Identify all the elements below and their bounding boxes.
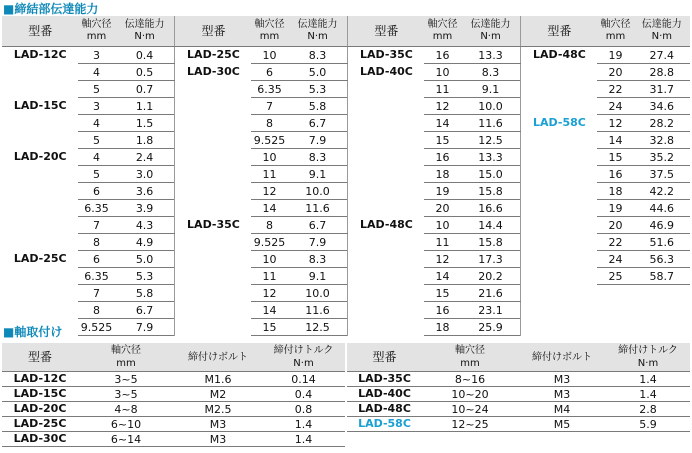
bore-cell: 3~5 bbox=[78, 387, 174, 402]
torque-cell: 3.0 bbox=[115, 166, 175, 183]
bore-cell: 10 bbox=[424, 217, 460, 234]
model-cell: LAD-12C bbox=[13, 48, 67, 61]
header-model: 型番 bbox=[2, 16, 78, 47]
bore-cell: 12 bbox=[251, 285, 287, 302]
model-cell: LAD-48C bbox=[521, 47, 597, 115]
bolt-cell: M3 bbox=[518, 372, 606, 387]
tighten-cell: 1.4 bbox=[606, 372, 690, 387]
bore-cell: 12 bbox=[424, 251, 460, 268]
header-torque: 伝達能力 N·m bbox=[461, 16, 521, 47]
bore-cell: 18 bbox=[424, 319, 460, 336]
header-bore: 軸穴径 mm bbox=[251, 16, 287, 47]
model-cell: LAD-58C bbox=[346, 417, 422, 432]
torque-cell: 44.6 bbox=[634, 200, 690, 217]
tighten-cell: 5.9 bbox=[606, 417, 690, 432]
model-cell: LAD-20C bbox=[2, 402, 78, 417]
torque-cell: 11.6 bbox=[288, 302, 348, 319]
header-model: 型番 bbox=[2, 343, 78, 372]
bore-cell: 3 bbox=[78, 98, 114, 115]
torque-cell: 27.4 bbox=[634, 47, 690, 64]
header-torque: 伝達能力 N·m bbox=[634, 16, 690, 47]
torque-cell: 56.3 bbox=[634, 251, 690, 268]
bore-cell: 12 bbox=[251, 183, 287, 200]
torque-cell: 8.3 bbox=[288, 47, 348, 64]
bore-cell: 3 bbox=[78, 47, 114, 64]
bore-cell: 16 bbox=[424, 47, 460, 64]
table-row bbox=[2, 417, 690, 432]
model-cell: LAD-25C bbox=[175, 47, 251, 64]
bore-cell: 19 bbox=[597, 47, 633, 64]
torque-cell: 20.2 bbox=[461, 268, 521, 285]
torque-cell: 6.7 bbox=[288, 115, 348, 132]
bore-cell: 10 bbox=[251, 47, 287, 64]
header-bore: 軸穴径 mm bbox=[422, 343, 518, 372]
torque-cell: 37.5 bbox=[634, 166, 690, 183]
model-cell: LAD-58C bbox=[521, 115, 597, 285]
empty-cell bbox=[346, 432, 690, 447]
tighten-cell: 0.4 bbox=[262, 387, 346, 402]
model-cell: LAD-15C bbox=[2, 387, 78, 402]
model-cell: LAD-15C bbox=[13, 98, 67, 112]
transmission-capacity-table bbox=[2, 16, 690, 336]
bore-cell: 8~16 bbox=[422, 372, 518, 387]
bolt-cell: M2.5 bbox=[174, 402, 262, 417]
bore-cell: 6 bbox=[78, 183, 114, 200]
table-header-row bbox=[2, 16, 690, 47]
bore-cell: 11 bbox=[424, 81, 460, 98]
header-torque: 伝達能力 N·m bbox=[115, 16, 175, 47]
bore-cell: 16 bbox=[597, 166, 633, 183]
torque-cell: 58.7 bbox=[634, 268, 690, 285]
bore-cell: 12~25 bbox=[422, 417, 518, 432]
torque-cell: 8.3 bbox=[288, 251, 348, 268]
model-cell: LAD-35C bbox=[348, 47, 424, 64]
bore-cell: 18 bbox=[597, 183, 633, 200]
bore-cell: 18 bbox=[424, 166, 460, 183]
bore-cell: 12 bbox=[597, 115, 633, 132]
header-torque: 伝達能力 N·m bbox=[288, 16, 348, 47]
model-cell: LAD-35C bbox=[346, 372, 422, 387]
bore-cell: 8 bbox=[251, 115, 287, 132]
torque-cell: 3.6 bbox=[115, 183, 175, 200]
model-cell: LAD-40C bbox=[348, 64, 424, 217]
tighten-cell: 1.4 bbox=[262, 417, 346, 432]
torque-cell: 10.0 bbox=[461, 98, 521, 115]
bore-cell: 15 bbox=[597, 149, 633, 166]
torque-cell: 25.9 bbox=[461, 319, 521, 336]
model-cell: LAD-48C bbox=[348, 217, 424, 336]
model-cell: LAD-25C bbox=[13, 251, 67, 265]
bore-cell: 6.35 bbox=[251, 81, 287, 98]
torque-cell: 2.4 bbox=[115, 149, 175, 166]
torque-cell: 15.8 bbox=[461, 234, 521, 251]
bore-cell: 8 bbox=[78, 234, 114, 251]
torque-cell: 21.6 bbox=[461, 285, 521, 302]
header-bore: 軸穴径 mm bbox=[78, 16, 114, 47]
bore-cell: 25 bbox=[597, 268, 633, 285]
bore-cell: 3~5 bbox=[78, 372, 174, 387]
torque-cell: 7.9 bbox=[288, 234, 348, 251]
torque-cell: 7.9 bbox=[288, 132, 348, 149]
model-cell: LAD-30C bbox=[175, 64, 251, 217]
torque-cell: 28.8 bbox=[634, 64, 690, 81]
section-title-transmission: ■締結部伝達能力 bbox=[3, 2, 99, 16]
header-bore: 軸穴径 mm bbox=[424, 16, 460, 47]
bolt-cell: M4 bbox=[518, 402, 606, 417]
model-cell: LAD-20C bbox=[13, 149, 67, 163]
bore-cell: 7 bbox=[78, 217, 114, 234]
header-bore: 軸穴径 mm bbox=[597, 16, 633, 47]
header-bolt: 締付けボルト bbox=[518, 343, 606, 372]
torque-cell: 16.6 bbox=[461, 200, 521, 217]
bore-cell: 6 bbox=[78, 251, 114, 268]
torque-cell: 1.8 bbox=[115, 132, 175, 149]
torque-cell: 34.6 bbox=[634, 98, 690, 115]
bore-cell: 10 bbox=[424, 64, 460, 81]
bore-cell: 5 bbox=[78, 81, 114, 98]
header-model: 型番 bbox=[346, 343, 422, 372]
bore-cell: 20 bbox=[597, 217, 633, 234]
torque-cell: 0.7 bbox=[115, 81, 175, 98]
bolt-cell: M3 bbox=[174, 417, 262, 432]
table-row bbox=[2, 47, 690, 64]
torque-cell: 4.3 bbox=[115, 217, 175, 234]
bore-cell: 22 bbox=[597, 81, 633, 98]
bore-cell: 9.525 bbox=[251, 234, 287, 251]
torque-cell: 9.1 bbox=[461, 81, 521, 98]
bore-cell: 4 bbox=[78, 64, 114, 81]
torque-cell: 15.0 bbox=[461, 166, 521, 183]
table-row bbox=[2, 387, 690, 402]
torque-cell: 12.5 bbox=[288, 319, 348, 336]
bore-cell: 6.35 bbox=[78, 200, 114, 217]
header-model: 型番 bbox=[348, 16, 424, 47]
bore-cell: 6 bbox=[251, 64, 287, 81]
tighten-cell: 1.4 bbox=[262, 432, 346, 447]
bore-cell: 6.35 bbox=[78, 268, 114, 285]
torque-cell: 6.7 bbox=[115, 302, 175, 319]
bore-cell: 6~10 bbox=[78, 417, 174, 432]
bolt-cell: M5 bbox=[518, 417, 606, 432]
torque-cell: 35.2 bbox=[634, 149, 690, 166]
bore-cell: 14 bbox=[424, 115, 460, 132]
bore-cell: 8 bbox=[78, 302, 114, 319]
torque-cell: 10.0 bbox=[288, 285, 348, 302]
bolt-cell: M1.6 bbox=[174, 372, 262, 387]
torque-cell: 1.1 bbox=[115, 98, 175, 115]
bore-cell: 22 bbox=[597, 234, 633, 251]
tighten-cell: 2.8 bbox=[606, 402, 690, 417]
torque-cell: 7.9 bbox=[115, 319, 175, 336]
bore-cell: 10~20 bbox=[422, 387, 518, 402]
torque-cell: 46.9 bbox=[634, 217, 690, 234]
torque-cell: 11.6 bbox=[288, 200, 348, 217]
torque-cell: 3.9 bbox=[115, 200, 175, 217]
tighten-cell: 0.8 bbox=[262, 402, 346, 417]
bore-cell: 11 bbox=[424, 234, 460, 251]
torque-cell: 1.5 bbox=[115, 115, 175, 132]
bore-cell: 20 bbox=[424, 200, 460, 217]
torque-cell: 32.8 bbox=[634, 132, 690, 149]
bore-cell: 11 bbox=[251, 268, 287, 285]
header-bolt: 締付けボルト bbox=[174, 343, 262, 372]
table-header-row bbox=[2, 343, 690, 372]
torque-cell: 9.1 bbox=[288, 166, 348, 183]
table-row bbox=[2, 432, 690, 447]
bore-cell: 14 bbox=[251, 302, 287, 319]
bore-cell: 10~24 bbox=[422, 402, 518, 417]
bore-cell: 15 bbox=[424, 285, 460, 302]
bore-cell: 15 bbox=[251, 319, 287, 336]
table-row bbox=[2, 402, 690, 417]
bolt-cell: M3 bbox=[518, 387, 606, 402]
bore-cell: 20 bbox=[597, 64, 633, 81]
bore-cell: 9.525 bbox=[78, 319, 114, 336]
header-bore: 軸穴径 mm bbox=[78, 343, 174, 372]
torque-cell: 8.3 bbox=[461, 64, 521, 81]
header-model: 型番 bbox=[175, 16, 251, 47]
model-cell: LAD-40C bbox=[346, 387, 422, 402]
torque-cell: 51.6 bbox=[634, 234, 690, 251]
bore-cell: 14 bbox=[251, 200, 287, 217]
bore-cell: 7 bbox=[251, 98, 287, 115]
empty-cell bbox=[521, 285, 690, 336]
bore-cell: 6~14 bbox=[78, 432, 174, 447]
bore-cell: 14 bbox=[597, 132, 633, 149]
torque-cell: 14.4 bbox=[461, 217, 521, 234]
torque-cell: 5.8 bbox=[115, 285, 175, 302]
bore-cell: 16 bbox=[424, 302, 460, 319]
torque-cell: 5.8 bbox=[288, 98, 348, 115]
header-tighten: 締付けトルク N·m bbox=[606, 343, 690, 372]
table-row bbox=[2, 285, 690, 302]
bore-cell: 8 bbox=[251, 217, 287, 234]
bore-cell: 24 bbox=[597, 251, 633, 268]
torque-cell: 12.5 bbox=[461, 132, 521, 149]
torque-cell: 13.3 bbox=[461, 47, 521, 64]
torque-cell: 4.9 bbox=[115, 234, 175, 251]
torque-cell: 42.2 bbox=[634, 183, 690, 200]
model-cell: LAD-48C bbox=[346, 402, 422, 417]
torque-cell: 0.5 bbox=[115, 64, 175, 81]
bore-cell: 19 bbox=[597, 200, 633, 217]
model-cell: LAD-12C bbox=[2, 372, 78, 387]
bolt-cell: M3 bbox=[174, 432, 262, 447]
torque-cell: 0.4 bbox=[115, 47, 175, 64]
bore-cell: 10 bbox=[251, 251, 287, 268]
torque-cell: 17.3 bbox=[461, 251, 521, 268]
bolt-cell: M2 bbox=[174, 387, 262, 402]
bore-cell: 10 bbox=[251, 149, 287, 166]
table-row bbox=[2, 372, 690, 387]
torque-cell: 9.1 bbox=[288, 268, 348, 285]
bore-cell: 12 bbox=[424, 98, 460, 115]
bore-cell: 11 bbox=[251, 166, 287, 183]
bore-cell: 14 bbox=[424, 268, 460, 285]
model-cell: LAD-25C bbox=[2, 417, 78, 432]
model-cell: LAD-30C bbox=[2, 432, 78, 447]
torque-cell: 13.3 bbox=[461, 149, 521, 166]
table-row bbox=[2, 115, 690, 132]
bore-cell: 24 bbox=[597, 98, 633, 115]
tighten-cell: 1.4 bbox=[606, 387, 690, 402]
torque-cell: 8.3 bbox=[288, 149, 348, 166]
bore-cell: 4 bbox=[78, 149, 114, 166]
bore-cell: 19 bbox=[424, 183, 460, 200]
bore-cell: 4~8 bbox=[78, 402, 174, 417]
torque-cell: 11.6 bbox=[461, 115, 521, 132]
bore-cell: 5 bbox=[78, 132, 114, 149]
header-model: 型番 bbox=[521, 16, 597, 47]
torque-cell: 6.7 bbox=[288, 217, 348, 234]
bore-cell: 7 bbox=[78, 285, 114, 302]
torque-cell: 23.1 bbox=[461, 302, 521, 319]
torque-cell: 15.8 bbox=[461, 183, 521, 200]
torque-cell: 5.3 bbox=[288, 81, 348, 98]
torque-cell: 31.7 bbox=[634, 81, 690, 98]
model-cell: LAD-35C bbox=[175, 217, 251, 336]
header-tighten: 締付けトルク N·m bbox=[262, 343, 346, 372]
torque-cell: 5.0 bbox=[288, 64, 348, 81]
torque-cell: 5.3 bbox=[115, 268, 175, 285]
bore-cell: 5 bbox=[78, 166, 114, 183]
section-title-shaft-mounting: ■軸取付け bbox=[3, 325, 63, 339]
shaft-mounting-table bbox=[2, 343, 690, 447]
bore-cell: 15 bbox=[424, 132, 460, 149]
bore-cell: 9.525 bbox=[251, 132, 287, 149]
bore-cell: 4 bbox=[78, 115, 114, 132]
torque-cell: 5.0 bbox=[115, 251, 175, 268]
torque-cell: 28.2 bbox=[634, 115, 690, 132]
torque-cell: 10.0 bbox=[288, 183, 348, 200]
bore-cell: 16 bbox=[424, 149, 460, 166]
tighten-cell: 0.14 bbox=[262, 372, 346, 387]
